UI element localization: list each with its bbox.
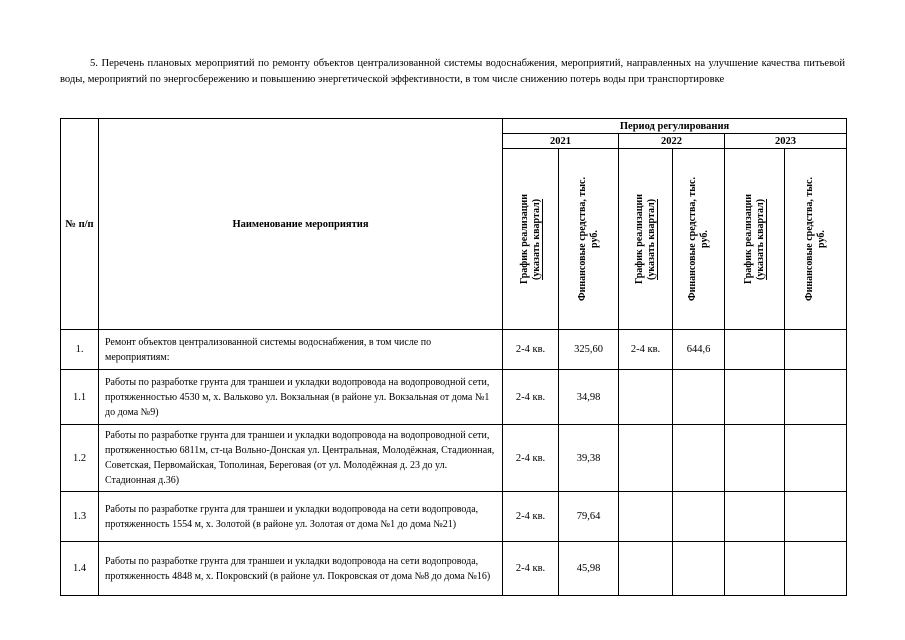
measures-table bbox=[60, 118, 847, 596]
header-year-2022: 2022 bbox=[619, 134, 725, 149]
header-year-2021: 2021 bbox=[503, 134, 619, 149]
row-schedule-2023 bbox=[725, 542, 785, 596]
row-finance-2021: 79,64 bbox=[559, 492, 619, 542]
table-row bbox=[61, 425, 847, 492]
finance-label: Финансовые средства, тыс. bbox=[803, 177, 815, 301]
row-schedule-2023 bbox=[725, 370, 785, 425]
row-schedule-2021: 2-4 кв. bbox=[503, 370, 559, 425]
header-finance-2021 bbox=[559, 149, 619, 330]
finance-unit: руб. bbox=[698, 230, 710, 248]
row-finance-2022 bbox=[673, 370, 725, 425]
row-name: Работы по разработке грунта для траншеи и укладки водопровода на сети водопровода, протяженность 1554 м, х. Золотой (в районе ул. Золотая от дома №1 до дома №21) bbox=[99, 492, 503, 542]
schedule-note: (указать квартал) bbox=[645, 198, 657, 280]
row-schedule-2023 bbox=[725, 330, 785, 370]
row-finance-2023 bbox=[785, 370, 847, 425]
row-schedule-2021: 2-4 кв. bbox=[503, 330, 559, 370]
row-finance-2023 bbox=[785, 492, 847, 542]
table-row bbox=[61, 492, 847, 542]
table-row bbox=[61, 330, 847, 370]
finance-label: Финансовые средства, тыс. bbox=[686, 177, 698, 301]
row-finance-2022 bbox=[673, 542, 725, 596]
row-finance-2021: 34,98 bbox=[559, 370, 619, 425]
header-year-2023: 2023 bbox=[725, 134, 847, 149]
row-schedule-2022 bbox=[619, 542, 673, 596]
schedule-note: (указать квартал) bbox=[754, 198, 766, 280]
schedule-label: График реализации bbox=[633, 194, 645, 284]
row-name: Работы по разработке грунта для траншеи и укладки водопровода на водопроводной сети, протяженностью 6811м, ст-ца Вольно-Донская ул. Центральная, Молодёжная, Стадионная, Советская, Первомайская, Тополиная, Береговая (от ул. Молодёжная д. 23 до ул. Стадионная д.36) bbox=[99, 425, 503, 492]
header-schedule-2022 bbox=[619, 149, 673, 330]
row-schedule-2021: 2-4 кв. bbox=[503, 542, 559, 596]
header-name-label: Наименование мероприятия bbox=[232, 218, 369, 230]
row-schedule-2022 bbox=[619, 492, 673, 542]
row-num: 1.4 bbox=[61, 542, 99, 596]
intro-paragraph bbox=[60, 56, 845, 87]
row-schedule-2021: 2-4 кв. bbox=[503, 425, 559, 492]
row-finance-2022: 644,6 bbox=[673, 330, 725, 370]
row-finance-2022 bbox=[673, 425, 725, 492]
row-schedule-2022 bbox=[619, 425, 673, 492]
row-finance-2023 bbox=[785, 425, 847, 492]
row-schedule-2022 bbox=[619, 370, 673, 425]
row-name: Работы по разработке грунта для траншеи и укладки водопровода на сети водопровода, протяженность 4848 м, х. Покровский (в районе ул. Покровская от дома №8 до дома №16) bbox=[99, 542, 503, 596]
row-finance-2021: 45,98 bbox=[559, 542, 619, 596]
header-name bbox=[99, 119, 503, 330]
finance-unit: руб. bbox=[588, 230, 600, 248]
row-finance-2023 bbox=[785, 542, 847, 596]
header-finance-2022 bbox=[673, 149, 725, 330]
intro-text: 5. Перечень плановых мероприятий по ремонту объектов централизованной системы водоснабжения, мероприятий, направленных на улучшение качества питьевой воды, мероприятий по энергосбережению и повышению энергетической эффективности, в том числе снижению потерь воды при транспортировке bbox=[60, 58, 845, 85]
row-num: 1.1 bbox=[61, 370, 99, 425]
row-finance-2023 bbox=[785, 330, 847, 370]
finance-unit: руб. bbox=[815, 230, 827, 248]
schedule-label: График реализации bbox=[518, 194, 530, 284]
table-row bbox=[61, 370, 847, 425]
row-finance-2022 bbox=[673, 492, 725, 542]
row-schedule-2023 bbox=[725, 425, 785, 492]
header-period: Период регулирования bbox=[503, 119, 847, 134]
finance-label: Финансовые средства, тыс. bbox=[576, 177, 588, 301]
row-num: 1.3 bbox=[61, 492, 99, 542]
header-schedule-2023 bbox=[725, 149, 785, 330]
header-num-label: № п/п bbox=[65, 218, 94, 230]
schedule-note: (указать квартал) bbox=[530, 198, 542, 280]
header-num bbox=[61, 119, 99, 330]
row-schedule-2023 bbox=[725, 492, 785, 542]
row-name: Ремонт объектов централизованной системы водоснабжения, в том числе по мероприятиям: bbox=[99, 330, 503, 370]
row-finance-2021: 39,38 bbox=[559, 425, 619, 492]
row-finance-2021: 325,60 bbox=[559, 330, 619, 370]
table-row bbox=[61, 542, 847, 596]
row-schedule-2021: 2-4 кв. bbox=[503, 492, 559, 542]
row-num: 1. bbox=[61, 330, 99, 370]
header-schedule-2021 bbox=[503, 149, 559, 330]
row-num: 1.2 bbox=[61, 425, 99, 492]
row-name: Работы по разработке грунта для траншеи и укладки водопровода на водопроводной сети, протяженностью 4530 м, х. Вальково ул. Вокзальная (в районе ул. Вокзальная от дома №1 до дома №9) bbox=[99, 370, 503, 425]
row-schedule-2022: 2-4 кв. bbox=[619, 330, 673, 370]
header-finance-2023 bbox=[785, 149, 847, 330]
schedule-label: График реализации bbox=[742, 194, 754, 284]
